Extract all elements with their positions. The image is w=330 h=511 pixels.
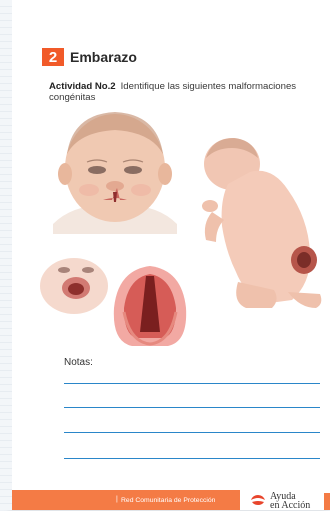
notes-line-2[interactable]	[64, 407, 320, 408]
brand-logo	[250, 492, 320, 510]
section-number: 2	[42, 48, 64, 66]
notes-line-3[interactable]	[64, 432, 320, 433]
activity-text: Identifique las siguientes malformaciones congénitas	[49, 81, 297, 103]
brand-line-2: en Acción	[270, 500, 311, 511]
notes-line-4[interactable]	[64, 458, 320, 459]
cleft-palate-infant-illustration	[38, 254, 116, 316]
ayuda-en-accion-logo-icon	[250, 494, 266, 508]
section-title: Embarazo	[70, 49, 137, 65]
workbook-page	[12, 0, 330, 510]
footer-bar	[12, 490, 240, 510]
brand-line-1: Ayuda	[270, 491, 296, 502]
notes-label: Notas:	[64, 357, 93, 368]
footer-separator: |	[116, 496, 118, 503]
cleft-palate-detail-illustration	[110, 262, 190, 348]
corner-tab	[324, 493, 330, 510]
spina-bifida-baby-illustration	[192, 132, 328, 312]
cleft-lip-baby-illustration	[45, 106, 185, 234]
activity-instruction	[49, 81, 330, 103]
activity-label: Actividad No.2	[49, 81, 116, 92]
notes-line-1[interactable]	[64, 383, 320, 384]
brand-name	[270, 492, 310, 510]
footer-text: Red Comunitaria de Protección	[121, 497, 216, 504]
section-header	[42, 48, 137, 66]
